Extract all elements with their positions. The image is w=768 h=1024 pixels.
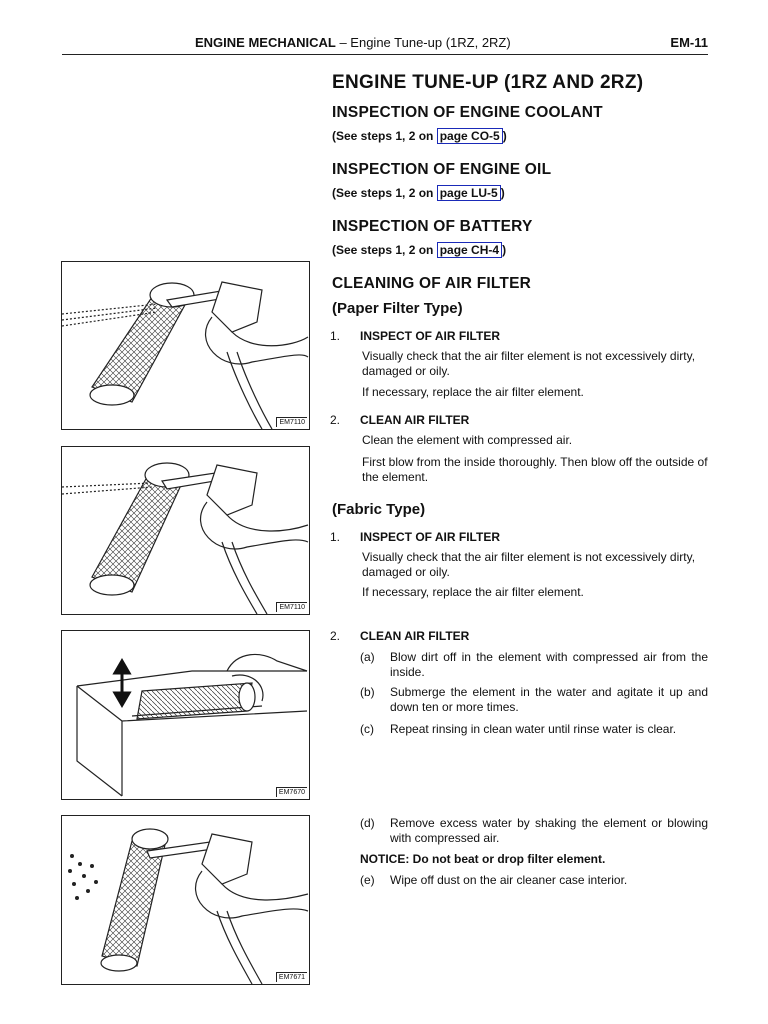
fabric-step-1-text2: If necessary, replace the air filter element. [362,585,584,599]
oil-heading: INSPECTION OF ENGINE OIL [332,161,552,178]
header-rule [62,54,708,55]
figure-code: EM7110 [276,602,307,612]
oil-note [332,185,505,201]
substep-tag: (c) [360,722,374,736]
coolant-note-text: (See steps 1, 2 on [332,129,437,143]
step-label: INSPECT OF AIR FILTER [360,530,500,544]
substep-text: Blow dirt off in the element with compressed air from the inside. [390,650,708,679]
substep-tag: (a) [360,650,375,664]
step-number: 1. [330,329,341,343]
battery-note-close: ) [502,243,507,257]
paper-filter-heading: (Paper Filter Type) [332,300,463,317]
step-number: 1. [330,530,341,544]
figure-fabric-submerge [61,630,310,800]
figure-fabric-blow-dry [61,815,310,985]
battery-page-link[interactable]: page CH-4 [437,242,502,258]
air-gun-filter-illustration [62,447,309,614]
substep-text: Wipe off dust on the air cleaner case interior. [390,873,628,887]
battery-note [332,242,506,258]
step-number: 2. [330,629,341,643]
figure-paper-clean-inside [61,261,310,430]
substep-tag: (d) [360,816,375,830]
page-number: EM-11 [670,35,708,50]
coolant-note [332,128,507,144]
substep-tag: (e) [360,873,375,887]
coolant-heading: INSPECTION OF ENGINE COOLANT [332,104,603,121]
figure-paper-clean-outside [61,446,310,615]
oil-note-close: ) [500,186,505,200]
page-header [60,35,708,53]
substep-text: Remove excess water by shaking the element or blowing with compressed air. [390,816,708,845]
step-label: INSPECT OF AIR FILTER [360,329,500,343]
fabric-step-1-text: Visually check that the air filter element is not excessively dirty, damaged or oily. [362,550,696,579]
paper-step-2-text: Clean the element with compressed air. [362,433,573,447]
header-title [195,35,511,50]
fabric-filter-heading: (Fabric Type) [332,501,426,518]
header-subtitle: – Engine Tune-up (1RZ, 2RZ) [335,35,511,50]
notice-text: NOTICE: Do not beat or drop filter element. [360,852,606,866]
coolant-page-link[interactable]: page CO-5 [437,128,503,144]
figure-code: EM7671 [276,972,307,982]
figure-code: EM7110 [276,417,307,427]
battery-heading: INSPECTION OF BATTERY [332,218,533,235]
water-tub-filter-illustration [62,631,309,799]
header-section: ENGINE MECHANICAL [195,35,336,50]
substep-text: Repeat rinsing in clean water until rinse water is clear. [390,722,677,736]
coolant-note-close: ) [502,129,507,143]
main-title: ENGINE TUNE-UP (1RZ AND 2RZ) [332,72,644,93]
air-gun-filter-illustration [62,816,309,984]
paper-step-1-text2: If necessary, replace the air filter element. [362,385,584,399]
oil-page-link[interactable]: page LU-5 [437,185,501,201]
paper-step-1-text: Visually check that the air filter element is not excessively dirty, damaged or oily. [362,349,696,378]
substep-text: Submerge the element in the water and agitate it up and down ten or more times. [390,685,708,714]
substep-tag: (b) [360,685,375,699]
paper-step-2-text2: First blow from the inside thoroughly. Then blow off the outside of the element. [362,455,708,484]
air-filter-heading: CLEANING OF AIR FILTER [332,275,531,292]
oil-note-text: (See steps 1, 2 on [332,186,437,200]
step-label: CLEAN AIR FILTER [360,629,470,643]
step-number: 2. [330,413,341,427]
battery-note-text: (See steps 1, 2 on [332,243,437,257]
figure-code: EM7670 [276,787,307,797]
step-label: CLEAN AIR FILTER [360,413,470,427]
air-gun-filter-illustration [62,262,309,429]
